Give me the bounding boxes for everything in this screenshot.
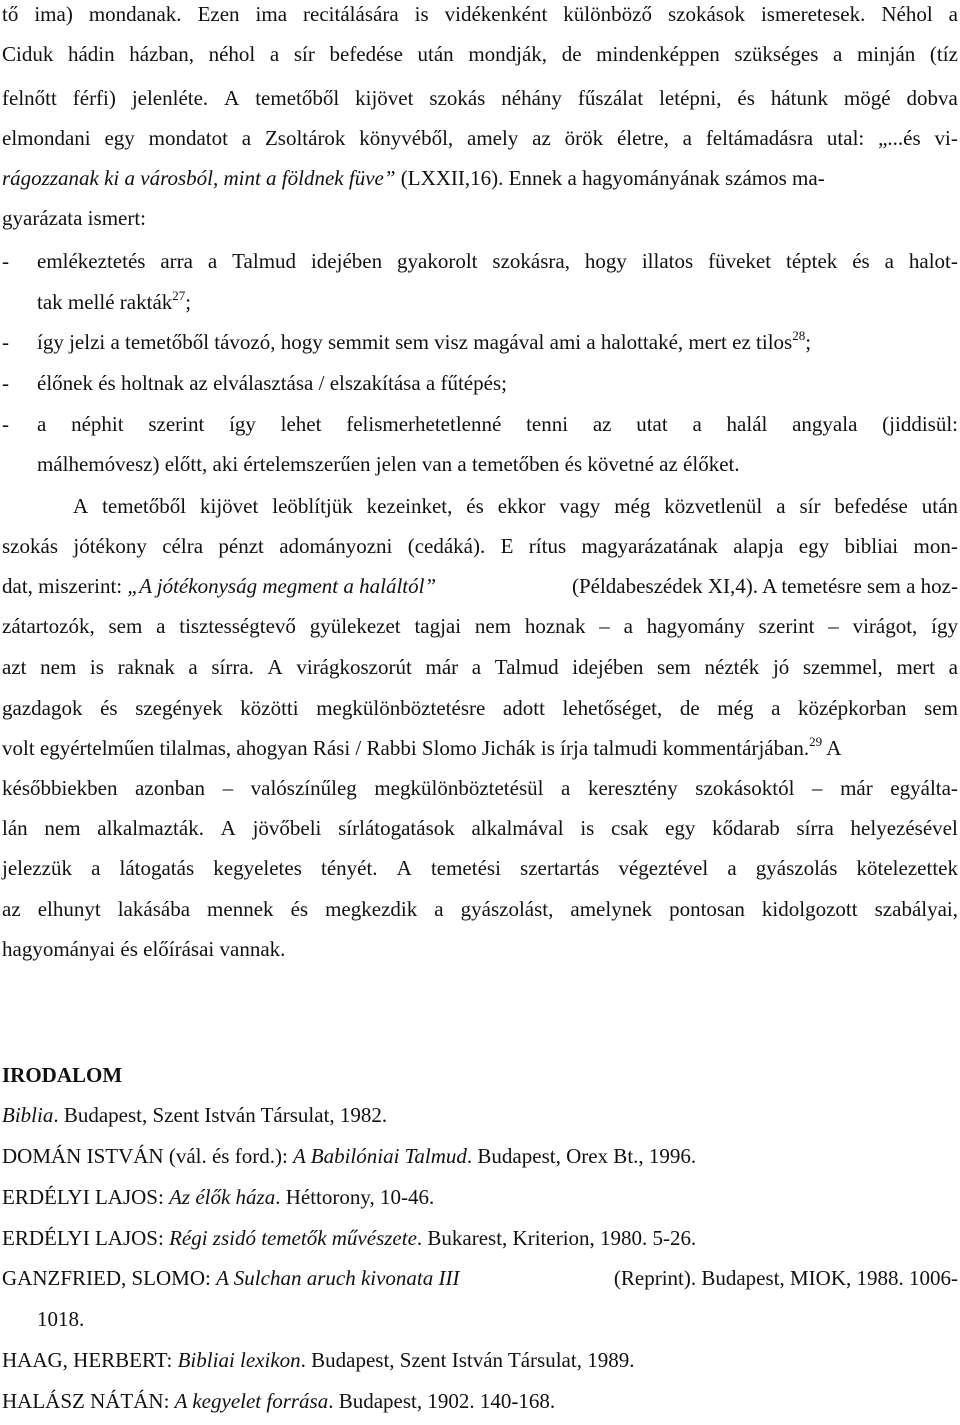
quote-italic: rágozzanak ki a városból, mint a földnek füve” xyxy=(2,166,396,190)
word: idejében xyxy=(572,655,644,679)
word: jó xyxy=(772,655,790,679)
text-line xyxy=(2,736,841,760)
word: lehet xyxy=(280,412,322,436)
publication-info: . Héttorony, 10-46. xyxy=(275,1185,435,1209)
word: így xyxy=(229,412,256,436)
text-span: tak mellé rakták xyxy=(37,290,173,314)
word: gyakorolt xyxy=(397,249,478,273)
text-span: volt egyértelműen tilalmas, ahogyan Rási / Rabbi Slomo Jichák is írja talmudi kommentárjában. xyxy=(2,736,810,760)
word: illatos xyxy=(641,249,694,273)
word: (tíz xyxy=(929,42,958,66)
word: gyászolás xyxy=(755,856,838,880)
word: virágkoszorút xyxy=(296,655,412,679)
word: alkalmazták. xyxy=(97,816,204,840)
word: (jiddisül: xyxy=(882,412,958,436)
word: ima xyxy=(255,2,288,26)
word: sem xyxy=(924,696,958,720)
word: a xyxy=(833,42,843,66)
word: helyezésével xyxy=(850,816,958,840)
word: tagjai xyxy=(414,614,462,638)
quote-italic: „A jótékonyság megment a haláltól” xyxy=(127,574,437,598)
word: A xyxy=(220,816,236,840)
word: a xyxy=(727,856,737,880)
word: megkezdik xyxy=(325,897,418,921)
work-title: A kegyelet forrása xyxy=(174,1389,329,1413)
word: angyala xyxy=(792,412,858,436)
footnote-ref: 28 xyxy=(792,328,806,343)
word: azonban xyxy=(135,776,206,800)
word: lehetőséget, xyxy=(562,696,663,720)
word: tényét. xyxy=(320,856,378,880)
word: már xyxy=(840,776,873,800)
word: nem xyxy=(474,614,512,638)
word: Ciduk xyxy=(2,42,54,66)
word: örök xyxy=(564,126,604,150)
text-line xyxy=(37,249,958,273)
text-line xyxy=(73,494,958,518)
word: könyvéből, xyxy=(359,126,454,150)
word: emlékeztetés xyxy=(37,249,146,273)
word: A xyxy=(267,655,283,679)
work-title: Az élők háza xyxy=(169,1185,276,1209)
word: Zsoltárok xyxy=(264,126,346,150)
word: amelynek xyxy=(570,897,653,921)
word: szokások xyxy=(667,2,745,26)
word: középkorban xyxy=(798,696,907,720)
word: után xyxy=(417,42,454,66)
author: HAAG, HERBERT: xyxy=(2,1348,178,1372)
word: a xyxy=(948,2,958,26)
text-span: így jelzi a temetőből távozó, hogy semmit sem visz magával ami a halottaké, mert ez tilos xyxy=(37,330,793,354)
word: egy xyxy=(798,534,830,558)
text-span: A xyxy=(822,736,842,760)
word: – xyxy=(828,614,839,638)
word: Talmud xyxy=(232,249,297,273)
word: felnőtt xyxy=(2,86,57,110)
word: végeztével xyxy=(618,856,709,880)
author: ERDÉLYI LAJOS: xyxy=(2,1226,170,1250)
word: keresztény xyxy=(587,776,678,800)
bibliography-entry-continuation: 1018. xyxy=(37,1307,85,1331)
word: befedése xyxy=(834,494,908,518)
word: szokásra, xyxy=(492,249,570,273)
word: szemmel, xyxy=(802,655,883,679)
word: vi- xyxy=(934,126,958,150)
word: mon- xyxy=(913,534,958,558)
word: arra xyxy=(160,249,193,273)
word: jövőbeli xyxy=(252,816,322,840)
word: az xyxy=(2,897,21,921)
word: sír xyxy=(799,494,821,518)
word: sem xyxy=(657,655,691,679)
word: a xyxy=(692,412,702,436)
footnote-ref: 29 xyxy=(809,734,823,749)
bibliography-entry xyxy=(2,1185,434,1209)
word: alapja xyxy=(733,534,784,558)
work-title: Bibliai lexikon xyxy=(177,1348,301,1372)
word: már xyxy=(425,655,459,679)
word: még xyxy=(717,696,754,720)
publication-info: . Budapest, Szent István Társulat, 1982. xyxy=(53,1103,388,1127)
bibliography-entry xyxy=(2,1226,696,1250)
word: minján xyxy=(856,42,916,66)
word: is xyxy=(89,655,104,679)
word: temetőből xyxy=(255,86,340,110)
word: is xyxy=(414,2,429,26)
word: a xyxy=(623,614,633,638)
word: mennek xyxy=(207,897,274,921)
word: A xyxy=(73,494,89,518)
word: – xyxy=(599,614,610,638)
word: a xyxy=(682,126,692,150)
section-heading: IRODALOM xyxy=(2,1063,123,1087)
word: téptek xyxy=(786,249,838,273)
word: tenni xyxy=(526,412,569,436)
word: sírra xyxy=(796,816,834,840)
word: idejében xyxy=(310,249,383,273)
list-dash: - xyxy=(2,249,9,273)
word: férfi) xyxy=(72,86,116,110)
word: kidolgozott xyxy=(761,897,858,921)
word: látogatás xyxy=(119,856,195,880)
publication-info: . Bukarest, Kriterion, 1980. 5-26. xyxy=(416,1226,697,1250)
word: sem xyxy=(108,614,143,638)
word: hádin xyxy=(67,42,115,66)
bibliography-entry xyxy=(2,1348,634,1372)
word: szabályai, xyxy=(874,897,958,921)
work-title: Régi zsidó temetők művészete xyxy=(169,1226,417,1250)
text-line xyxy=(2,574,958,598)
publication-info: . Budapest, Szent István Társulat, 1989. xyxy=(300,1348,635,1372)
publication-info: (Reprint). Budapest, MIOK, 1988. 1006- xyxy=(608,1266,958,1290)
word: temetőből xyxy=(102,494,187,518)
list-dash: - xyxy=(2,330,9,354)
text-line xyxy=(2,897,958,921)
word: kötelezettek xyxy=(856,856,958,880)
word: kijövet xyxy=(200,494,259,518)
footnote-ref: 27 xyxy=(172,288,186,303)
word: fűszálat xyxy=(577,86,644,110)
work-title: Biblia xyxy=(2,1103,54,1127)
text-line xyxy=(2,126,958,150)
word: szerint xyxy=(148,412,205,436)
word: alkalmával xyxy=(471,816,564,840)
word: adományozni xyxy=(279,534,393,558)
word: temetési xyxy=(430,856,501,880)
word: szegények xyxy=(135,696,223,720)
word: életre, xyxy=(616,126,669,150)
word: a xyxy=(269,42,280,66)
word: vidékenként xyxy=(444,2,548,26)
text-line xyxy=(2,86,958,110)
text-line xyxy=(37,290,191,314)
word: a xyxy=(188,655,198,679)
word: feltámadásra xyxy=(705,126,814,150)
word: recitálására xyxy=(303,2,399,26)
word: tő xyxy=(2,2,19,26)
word: valószínűleg xyxy=(250,776,357,800)
word: az xyxy=(532,126,551,150)
author: HALÁSZ NÁTÁN: xyxy=(2,1389,175,1413)
list-dash: - xyxy=(2,412,9,436)
word: csak xyxy=(611,816,649,840)
bibliography-entry xyxy=(2,1266,958,1290)
word: lán xyxy=(2,816,28,840)
word: a xyxy=(771,696,781,720)
word: így xyxy=(931,614,958,638)
text-line xyxy=(2,534,958,558)
word: halot- xyxy=(908,249,958,273)
text-line xyxy=(2,2,958,26)
word: befedése xyxy=(329,42,403,66)
word: a xyxy=(948,655,958,679)
word: – xyxy=(222,776,234,800)
word: utal: xyxy=(826,126,865,150)
word: de xyxy=(679,696,700,720)
text-line xyxy=(37,412,958,436)
word: nézték xyxy=(704,655,760,679)
word: letépni, xyxy=(659,86,722,110)
word: az xyxy=(592,412,612,436)
word: jelenléte. xyxy=(131,86,209,110)
bibliography-entry xyxy=(2,1389,555,1413)
word: elmondani xyxy=(2,126,91,150)
word: de xyxy=(561,42,582,66)
text-span: ; xyxy=(805,330,812,354)
word: néhol xyxy=(208,42,256,66)
text-line xyxy=(2,42,958,66)
word: A xyxy=(396,856,412,880)
word: a xyxy=(471,655,482,679)
word: célra xyxy=(162,534,204,558)
word: a xyxy=(37,412,47,436)
word: és xyxy=(100,696,118,720)
word: a xyxy=(884,249,894,273)
word: szertartás xyxy=(520,856,600,880)
word: a xyxy=(776,494,786,518)
word: Ezen xyxy=(197,2,240,26)
word: egy xyxy=(665,816,696,840)
word: jelezzük xyxy=(2,856,72,880)
word: szokás xyxy=(2,534,58,558)
word: tisztességtevő xyxy=(179,614,296,638)
word: és xyxy=(737,86,755,110)
word: jótékony xyxy=(73,534,147,558)
word: zátartozók, xyxy=(2,614,95,638)
word: nem xyxy=(40,655,77,679)
word: is xyxy=(580,816,595,840)
word: házban, xyxy=(129,42,194,66)
word: néphit xyxy=(71,412,124,436)
word: és xyxy=(290,897,309,921)
word: szerint xyxy=(758,614,815,638)
publication-info: . Budapest, Orex Bt., 1996. xyxy=(466,1144,697,1168)
word: halál xyxy=(726,412,768,436)
word: mondják, xyxy=(468,42,548,66)
word: szükséges xyxy=(734,42,819,66)
word: hogy xyxy=(584,249,627,273)
word: a xyxy=(91,856,101,880)
bibliography-entry xyxy=(2,1103,387,1127)
word: és xyxy=(852,249,870,273)
text-line xyxy=(2,166,825,190)
word: a xyxy=(156,614,166,638)
word: „...és xyxy=(878,126,921,150)
word: kezeinket, xyxy=(366,494,453,518)
word: szokásoktól xyxy=(695,776,795,800)
word: a xyxy=(561,776,571,800)
text-span: ; xyxy=(185,290,192,314)
text-line xyxy=(2,776,958,800)
word: és xyxy=(466,494,484,518)
word: a xyxy=(241,126,252,150)
bibliography-entry xyxy=(2,1144,696,1168)
word: virágot, xyxy=(852,614,918,638)
word: megkülönböztetésül xyxy=(374,776,544,800)
text-line xyxy=(2,816,958,840)
word: még xyxy=(614,494,651,518)
text-line xyxy=(2,856,958,880)
word: hoznak xyxy=(524,614,586,638)
word: (cedáká). xyxy=(407,534,486,558)
word: pontosan xyxy=(669,897,745,921)
text-line xyxy=(2,614,958,638)
text-span: dat, miszerint: xyxy=(2,574,128,598)
text-line: málhemóvesz) előtt, aki értelemszerűen jelen van a temetőben és követné az élőket. xyxy=(37,452,740,476)
word: hátunk xyxy=(770,86,828,110)
word: egyálta- xyxy=(890,776,958,800)
work-title: A Babilóniai Talmud xyxy=(293,1144,467,1168)
word: sír xyxy=(293,42,315,66)
word: sírra. xyxy=(211,655,254,679)
word: közvetlenül xyxy=(664,494,763,518)
word: ima) xyxy=(34,2,73,26)
word: füveket xyxy=(708,249,772,273)
word: megkülönböztetésre xyxy=(316,696,486,720)
word: nem xyxy=(44,816,81,840)
word: azt xyxy=(2,655,27,679)
word: után xyxy=(921,494,958,518)
word: gyülekezet xyxy=(309,614,401,638)
word: elhunyt xyxy=(37,897,101,921)
author: GANZFRIED, SLOMO: xyxy=(2,1266,217,1290)
word: szokás xyxy=(429,86,486,110)
author: DOMÁN ISTVÁN (vál. és ford.): xyxy=(2,1144,294,1168)
word: a xyxy=(434,897,444,921)
text-line xyxy=(37,330,811,354)
word: közötti xyxy=(240,696,299,720)
word: kődarab xyxy=(712,816,780,840)
list-dash: - xyxy=(2,371,9,395)
word: ismeretesek. xyxy=(760,2,866,26)
word: néhány xyxy=(501,86,562,110)
word: – xyxy=(812,776,823,800)
word: mindenképpen xyxy=(596,42,720,66)
publication-info: . Budapest, 1902. 140-168. xyxy=(328,1389,556,1413)
word: egy xyxy=(104,126,135,150)
word: sírlátogatások xyxy=(338,816,455,840)
word: dobva xyxy=(906,86,958,110)
text-line: élőnek és holtnak az elválasztása / elszakítása a fűtépés; xyxy=(37,371,507,395)
word: adott xyxy=(502,696,545,720)
word: bibliai xyxy=(844,534,899,558)
word: rítus xyxy=(528,534,567,558)
quote-reference: (LXXII,16). Ennek a hagyományának számos ma- xyxy=(395,166,825,190)
word: gazdagok xyxy=(2,696,83,720)
word: vagy xyxy=(559,494,601,518)
quote-reference: (Példabeszédek XI,4). A temetésre sem a hoz- xyxy=(566,574,958,598)
word: raknak xyxy=(117,655,175,679)
word: pénzt xyxy=(218,534,264,558)
word: leöblítjük xyxy=(272,494,353,518)
work-title: A Sulchan aruch kivonata III xyxy=(216,1266,460,1290)
word: hagyomány xyxy=(646,614,745,638)
word: A xyxy=(224,86,240,110)
word: kijövet xyxy=(355,86,414,110)
word: magyarázatának xyxy=(581,534,718,558)
word: utat xyxy=(636,412,668,436)
word: mondanak. xyxy=(88,2,182,26)
word: mondatot xyxy=(148,126,228,150)
word: gyászolást, xyxy=(460,897,554,921)
word: felismerhetetlenné xyxy=(346,412,502,436)
word: különböző xyxy=(563,2,652,26)
word: kegyeletes xyxy=(213,856,302,880)
word: Néhol xyxy=(881,2,933,26)
text-line xyxy=(2,655,958,679)
text-line: gyarázata ismert: xyxy=(2,206,147,230)
text-line xyxy=(2,696,958,720)
word: ekkor xyxy=(497,494,546,518)
word: Talmud xyxy=(494,655,559,679)
word: amely xyxy=(467,126,519,150)
word: E xyxy=(500,534,514,558)
word: mert xyxy=(896,655,935,679)
word: lakásába xyxy=(117,897,191,921)
word: mögé xyxy=(843,86,891,110)
author: ERDÉLYI LAJOS: xyxy=(2,1185,170,1209)
text-line: hagyományai és előírásai vannak. xyxy=(2,937,286,961)
word: későbbiekben xyxy=(2,776,118,800)
word: a xyxy=(207,249,218,273)
